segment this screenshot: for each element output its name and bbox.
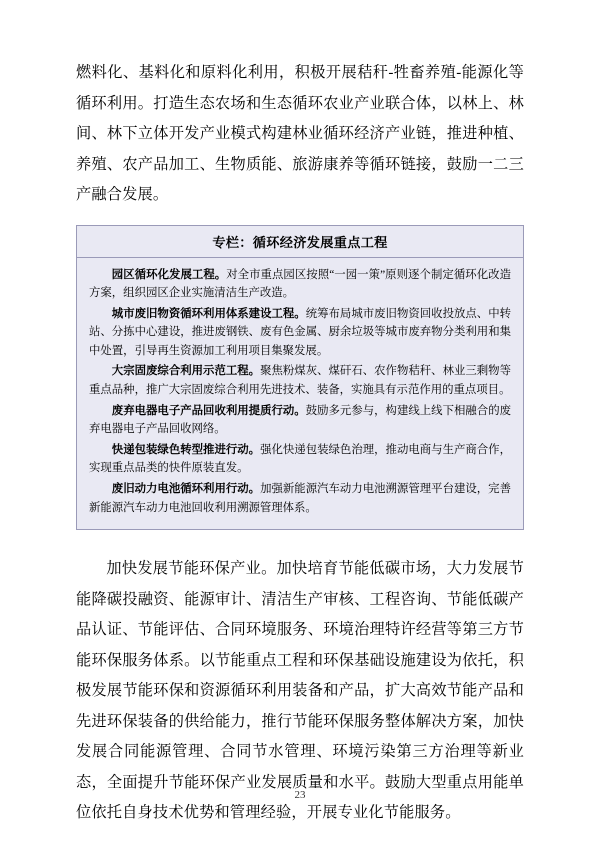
callout-box-circular-economy xyxy=(76,225,524,531)
paragraph-continuation: 燃料化、基料化和原料化利用，积极开展秸秆-牲畜养殖-能源化等循环利用。打造生态农场和生态循环农业产业联合体，以林上、林间、林下立体开发产业模式构建林业循环经济产业链，推进种植、养殖、农产品加工、生物质能、旅游康养等循环链接，鼓励一二三产融合发展。 xyxy=(76,64,524,203)
paragraph-energy-saving-industry: 加快发展节能环保产业。加快培育节能低碳市场，大力发展节能降碳投融资、能源审计、清洁生产审核、工程咨询、节能低碳产品认证、节能评估、合同环境服务、环境治理特许经营等第三方节能环保服务体系。以节能重点工程和环保基础设施建设为依托，积极发展节能环保和资源循环利用装备和产品，扩大高效节能产品和先进环保装备的供给能力，推行节能环保服务整体解决方案，加快发展合同能源管理、合同节水管理、环境污染第三方治理等新业态，全面提升节能环保产业发展质量和水平。鼓励大型重点用能单位依托自身技术优势和管理经验，开展专业化节能服务。 xyxy=(76,560,524,822)
callout-item-text: 鼓励多元参与，构建线上线下相融合的废弃电器电子产品回收网络。 xyxy=(89,404,511,436)
page-number: 23 xyxy=(294,789,306,801)
callout-item-text: 统筹布局城市废旧物资回收投放点、中转站、分拣中心建设，推进废钢铁、废有色金属、厨余垃圾等城市废弃物分类利用和集中处置，引导再生资源加工利用项目集聚发展。 xyxy=(89,307,511,357)
callout-item-text: 加强新能源汽车动力电池溯源管理平台建设，完善新能源汽车动力电池回收利用溯源管理体系。 xyxy=(89,483,511,514)
callout-item-text: 对全市重点园区按照“一园一策”原则逐个制定循环化改造方案，组织园区企业实施清洁生产改造。 xyxy=(89,268,511,300)
callout-item-heading: 大宗固废综合利用示范工程。 xyxy=(111,365,261,378)
callout-item xyxy=(89,266,511,303)
callout-item-heading: 废弃电器电子产品回收利用提质行动。 xyxy=(111,404,306,417)
callout-item-heading: 园区循环化发展工程。 xyxy=(111,268,227,281)
page-content xyxy=(76,58,524,829)
callout-box-title: 专栏：循环经济发展重点工程 xyxy=(77,226,523,258)
callout-item-heading: 废旧动力电池循环利用行动。 xyxy=(111,483,261,496)
callout-item xyxy=(89,362,511,399)
paragraph-spacer xyxy=(76,544,524,554)
callout-item-text: 强化快递包装绿色治理，推动电商与生产商合作，实现重点品类的快件原装直发。 xyxy=(89,443,511,475)
callout-item-heading: 快递包装绿色转型推进行动。 xyxy=(111,443,261,456)
callout-item xyxy=(89,402,511,439)
callout-item-heading: 城市废旧物资循环利用体系建设工程。 xyxy=(111,307,306,320)
callout-item-text: 聚焦粉煤灰、煤矸石、农作物秸秆、林业三剩物等重点品种，推广大宗固废综合利用先进技术、装备，实施具有示范作用的重点项目。 xyxy=(89,365,511,397)
callout-item xyxy=(89,305,511,361)
callout-item xyxy=(89,441,511,478)
callout-box-body xyxy=(77,258,523,530)
callout-item xyxy=(89,480,511,517)
